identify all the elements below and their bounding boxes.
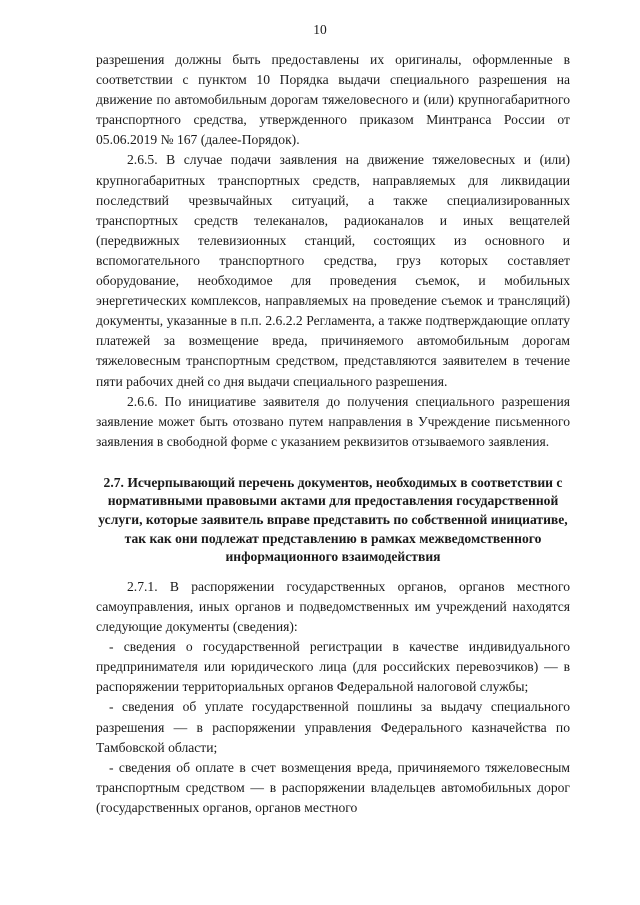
- paragraph-continuation: разрешения должны быть предоставлены их оригиналы, оформленные в соответствии с пунктом 10 Порядка выдачи специального разрешения на движение по автомобильным дорогам тяжеловесного и (или) крупногабаритного транспортного средства, утвержденного приказом Минтранса России от 05.06.2019 № 167 (далее-Порядок).: [96, 52, 570, 148]
- paragraph-2-7-1: 2.7.1. В распоряжении государственных органов, органов местного самоуправления, иных органов и подведомственных им учреждений находятся следующие документы (сведения):: [96, 578, 570, 635]
- list-item: - сведения об оплате в счет возмещения вреда, причиняемого тяжеловесным транспортным средством — в распоряжении владельцев автомобильных дорог (государственных органов, органов местного: [96, 759, 570, 815]
- page-number: 10: [313, 22, 327, 37]
- document-body: [96, 50, 570, 818]
- heading-spacer: [96, 567, 570, 577]
- list-item: - сведения об уплате государственной пошлины за выдачу специального разрешения — в распоряжении управления Федерального казначейства по Тамбовской области;: [96, 699, 570, 755]
- section-heading-2-7: 2.7. Исчерпывающий перечень документов, необходимых в соответствии с нормативными правовыми актами для предоставления государственной услуги, которые заявитель вправе представить по собственной инициативе, так как они подлежат представлению в рамках межведомственного информационного взаимодействия: [98, 474, 568, 565]
- paragraph-2-6-6: 2.6.6. По инициативе заявителя до получения специального разрешения заявление может быть отозвано путем направления в Учреждение письменного заявления в свободной форме с указанием реквизитов отзываемого заявления.: [96, 393, 570, 449]
- list-item: - сведения о государственной регистрации в качестве индивидуального предпринимателя или юридического лица (для российских перевозчиков) — в распоряжении территориальных органов Федеральной налоговой службы;: [96, 639, 570, 695]
- paragraph-2-6-5: 2.6.5. В случае подачи заявления на движение тяжеловесных и (или) крупногабаритных транспортных средств, направляемых для ликвидации последствий чрезвычайных ситуаций, а также специализированных транспортных средств телеканалов, радиоканалов и иных вещателей (передвижных телевизионных станций, состоящих из основного и вспомогательного транспортного средства, груз которых составляет оборудование, необходимое для проведения съемок, и мобильных энергетических комплексов, направляемых на проведение съемок и трансляций) документы, указанные в п.п. 2.6.2.2 Регламента, а также подтверждающие оплату платежей за возмещение вреда, причиняемого автомобильным дорогам тяжеловесным транспортным средством, представляются заявителем в течение пяти рабочих дней со дня выдачи специального разрешения.: [96, 152, 570, 389]
